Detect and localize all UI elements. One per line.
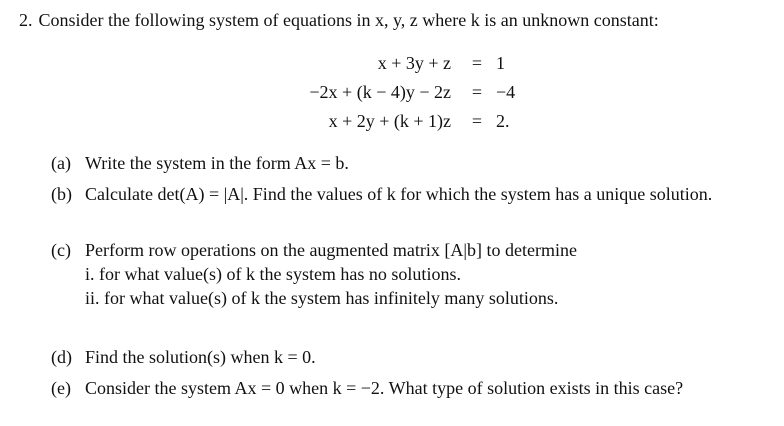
equation-rhs: 1 [496, 53, 505, 73]
equals-sign: = [471, 82, 483, 102]
part-text: Write the system in the form Ax = b. [85, 153, 349, 173]
equation-lhs: −2x + (k − 4)y − 2z [309, 82, 451, 102]
part-label: (d) [51, 347, 72, 367]
sub-item-ii: ii. for what value(s) of k the system has infinitely many solutions. [85, 288, 559, 308]
part-text: Perform row operations on the augmented matrix [A|b] to determine [85, 240, 577, 260]
problem-stem-text: Consider the following system of equations in x, y, z where k is an unknown constant: [38, 10, 659, 30]
part-label: (e) [51, 378, 71, 398]
equation-rhs: 2. [496, 111, 510, 131]
sub-item-i: i. for what value(s) of k the system has no solutions. [85, 264, 461, 284]
equation-lhs: x + 2y + (k + 1)z [328, 111, 451, 131]
problem-stem [19, 8, 659, 32]
part-label: (c) [51, 240, 71, 260]
equals-sign: = [471, 111, 483, 131]
equation-row [0, 77, 784, 107]
part-label: (a) [51, 153, 71, 173]
part-text: Find the solution(s) when k = 0. [85, 347, 316, 367]
part-text: Calculate det(A) = |A|. Find the values of k for which the system has a unique solution. [85, 184, 713, 204]
equation-row [0, 106, 784, 136]
equation-lhs: x + 3y + z [377, 53, 451, 73]
part-body [85, 238, 750, 310]
equals-sign: = [471, 53, 483, 73]
equation-rhs: −4 [496, 82, 516, 102]
equation-row [0, 48, 784, 78]
part-text: Consider the system Ax = 0 when k = −2. What type of solution exists in this case? [85, 378, 684, 398]
problem-number: 2. [19, 10, 33, 30]
part-label: (b) [51, 184, 72, 204]
